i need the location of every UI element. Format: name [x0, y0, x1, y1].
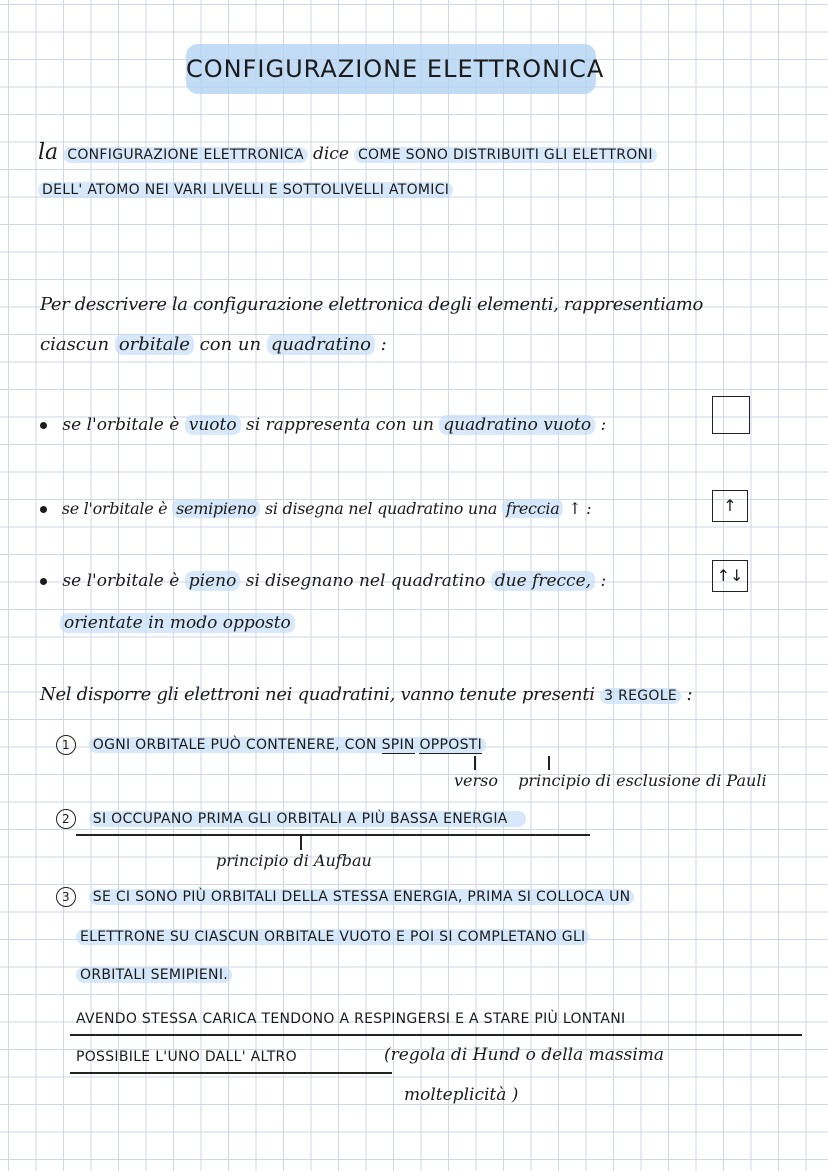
- bullet-dot: [40, 578, 47, 585]
- bullet-text-d: freccia: [502, 499, 564, 518]
- rule-1-text-a: OGNI ORBITALE PUÒ CONTENERE, CON: [92, 737, 377, 753]
- bullet-full-line-2: [60, 608, 295, 638]
- describe-word-orbitale: orbitale: [115, 334, 194, 355]
- rule-2-note: principio di Aufbau: [216, 851, 372, 870]
- rule-3-note-a: (regola di Hund o della massima: [384, 1045, 665, 1065]
- intro-line-2-text: DELL' ATOMO NEI VARI LIVELLI E SOTTOLIVELLI ATOMICI: [38, 182, 453, 198]
- bullet-dot: [40, 422, 47, 429]
- bullet-text-a: se l'orbitale è: [62, 415, 180, 435]
- rules-intro: [40, 680, 692, 710]
- rule-3-line-1: [56, 882, 634, 912]
- rule-1: [56, 730, 486, 760]
- rule-3-line-4: AVENDO STESSA CARICA TENDONO A RESPINGERSI E A STARE PIÙ LONTANI: [76, 1011, 626, 1027]
- intro-line-1: [38, 138, 657, 168]
- rule-3-line-2: [76, 922, 589, 952]
- rules-intro-colon: :: [686, 684, 693, 705]
- describe-word-quadratino: quadratino: [267, 334, 375, 355]
- intro-term: CONFIGURAZIONE ELETTRONICA: [63, 147, 308, 163]
- intro-verb: dice: [312, 144, 349, 164]
- page-title: CONFIGURAZIONE ELETTRONICA: [186, 44, 596, 94]
- rules-intro-highlight: 3 REGOLE: [600, 688, 681, 704]
- bullet-text-b: pieno: [185, 571, 241, 591]
- bullet-text-c: si disegna nel quadratino una: [264, 499, 498, 518]
- bullet-text-e: :: [600, 571, 607, 591]
- rule-1-note-a: verso: [454, 771, 498, 790]
- rule-number: 1: [56, 735, 76, 755]
- describe-line-2: [40, 330, 387, 360]
- intro-rest: COME SONO DISTRIBUITI GLI ELETTRONI: [354, 147, 657, 163]
- rule-3-note-b: molteplicità ): [404, 1085, 519, 1105]
- rule-3-line-5: POSSIBILE L'UNO DALL' ALTRO: [76, 1049, 297, 1065]
- bullet-empty: [40, 410, 606, 440]
- bullet-text-c: si rappresenta con un: [246, 415, 434, 435]
- rule-2: [56, 804, 526, 834]
- bullet-text-b: semipieno: [172, 499, 260, 518]
- rules-intro-text: Nel disporre gli elettroni nei quadratini, vanno tenute presenti: [40, 684, 595, 705]
- orbital-box-full: ↑↓: [712, 560, 748, 592]
- rule-1-text: [89, 737, 486, 753]
- bullet-text-a: se l'orbitale è: [61, 499, 168, 518]
- bullet-text-d: due frecce,: [491, 571, 595, 591]
- orbital-box-empty: [712, 396, 750, 434]
- bullet-text-b: vuoto: [185, 415, 241, 435]
- bullet-text-c: si disegnano nel quadratino: [245, 571, 486, 591]
- bullet-dot: [40, 506, 47, 513]
- rule-2-underline: [76, 834, 590, 836]
- rule-3-line-3-text: ORBITALI SEMIPIENI.: [76, 967, 232, 983]
- bullet-full: [40, 566, 606, 596]
- rule-3-line-1-text: SE CI SONO PIÙ ORBITALI DELLA STESSA ENERGIA, PRIMA SI COLLOCA UN: [89, 889, 635, 905]
- rule-3-underline-2: [70, 1072, 392, 1074]
- orbital-box-half: ↑: [712, 490, 748, 522]
- describe-word-con: con un: [199, 334, 262, 355]
- bullet-text-e: ↑ :: [568, 499, 592, 518]
- rule-3-line-2-text: ELETTRONE SU CIASCUN ORBITALE VUOTO E POI SI COMPLETANO GLI: [76, 929, 589, 945]
- rule-number: 2: [56, 809, 76, 829]
- rule-3-line-3: [76, 960, 232, 990]
- intro-prefix: la: [38, 140, 59, 165]
- bullet-half: [40, 494, 591, 524]
- rule-1-spin: SPIN: [381, 737, 415, 753]
- rule-3-underline-1: [70, 1034, 802, 1036]
- bullet-text-e: :: [600, 415, 607, 435]
- rule-number: 3: [56, 887, 76, 907]
- intro-line-2: [38, 174, 453, 204]
- rule-2-text: SI OCCUPANO PRIMA GLI ORBITALI A PIÙ BASSA ENERGIA: [89, 811, 526, 827]
- rule-1-opposti: OPPOSTI: [419, 737, 483, 753]
- rule-1-note: [454, 766, 767, 796]
- describe-word-ciascun: ciascun: [40, 334, 110, 355]
- describe-line-1: Per descrivere la configurazione elettronica degli elementi, rappresentiamo: [40, 294, 703, 315]
- rule-1-note-b: principio di esclusione di Pauli: [518, 771, 767, 790]
- describe-colon: :: [380, 334, 387, 355]
- bullet-full-line-2-text: orientate in modo opposto: [60, 613, 295, 633]
- bullet-text-a: se l'orbitale è: [62, 571, 180, 591]
- bullet-text-d: quadratino vuoto: [439, 415, 595, 435]
